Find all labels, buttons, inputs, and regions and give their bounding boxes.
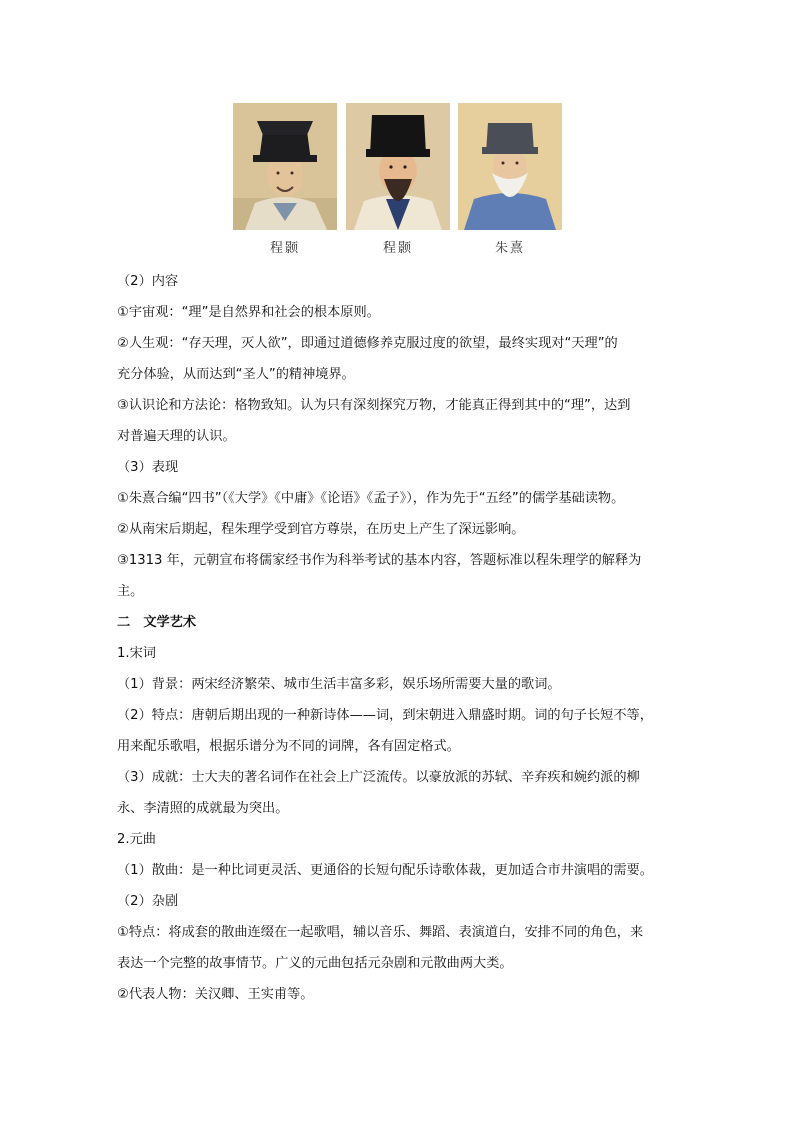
subheading-content: （2）内容 [117, 274, 179, 289]
portrait-zhu-xi-icon [458, 103, 562, 230]
paragraph-line: 表达一个完整的故事情节。广义的元曲包括元杂剧和元散曲两大类。 [117, 956, 513, 971]
paragraph-line: ②人生观：“存天理，灭人欲”，即通过道德修养克服过度的欲望，最终实现对“天理”的 [117, 336, 618, 351]
paragraph-line: 永、李清照的成就最为突出。 [117, 801, 289, 816]
paragraph-line: （1）散曲：是一种比词更灵活、更通俗的长短句配乐诗歌体裁，更加适合市井演唱的需要。 [117, 863, 653, 878]
paragraph-line: （1）背景：两宋经济繁荣、城市生活丰富多彩，娱乐场所需要大量的歌词。 [117, 677, 561, 692]
paragraph-line: ③1313 年，元朝宣布将儒家经书作为科举考试的基本内容，答题标准以程朱理学的解释为 [117, 553, 642, 568]
portrait-caption-1: 程颢 [269, 241, 300, 256]
paragraph-line: ①特点：将成套的散曲连缀在一起歌唱，辅以音乐、舞蹈、表演道白，安排不同的角色，来 [117, 925, 644, 940]
portrait-image-3 [458, 103, 562, 230]
paragraph-line: 用来配乐歌唱，根据乐谱分为不同的词牌，各有固定格式。 [117, 739, 460, 754]
portrait-caption-3: 朱熹 [494, 241, 525, 256]
paragraph-line: 主。 [117, 584, 144, 599]
paragraph-line: ③认识论和方法论：格物致知。认为只有深刻探究万物，才能真正得到其中的“理”，达到 [117, 398, 631, 413]
subheading-manifestation: （3）表现 [117, 460, 179, 475]
paragraph-line: 对普遍天理的认识。 [117, 429, 236, 444]
subheading-song-ci: 1.宋词 [117, 646, 156, 661]
paragraph-line: ②从南宋后期起，程朱理学受到官方尊崇，在历史上产生了深远影响。 [117, 522, 525, 537]
subheading-zaju: （2）杂剧 [117, 894, 179, 909]
portrait-caption-2: 程颢 [382, 241, 413, 256]
portrait-cheng-hao-icon [233, 103, 337, 230]
section-heading-literature-art: 二 文学艺术 [117, 615, 197, 630]
paragraph-line: （3）成就：士大夫的著名词作在社会上广泛流传。以豪放派的苏轼、辛弃疾和婉约派的柳 [117, 770, 640, 785]
portrait-gallery [233, 103, 563, 263]
portrait-cheng-yi-icon [346, 103, 450, 230]
paragraph-line: ②代表人物：关汉卿、王实甫等。 [117, 987, 314, 1002]
portrait-image-1 [233, 103, 337, 230]
portrait-image-2 [346, 103, 450, 230]
subheading-yuan-qu: 2.元曲 [117, 832, 156, 847]
paragraph-line: 充分体验，从而达到“圣人”的精神境界。 [117, 367, 355, 382]
paragraph-line: （2）特点：唐朝后期出现的一种新诗体——词，到宋朝进入鼎盛时期。词的句子长短不等， [117, 708, 653, 723]
paragraph-line: ①朱熹合编“四书”（《大学》《中庸》《论语》《孟子》），作为先于“五经”的儒学基础读物。 [117, 491, 625, 506]
paragraph-line: ①宇宙观：“理”是自然界和社会的根本原则。 [117, 305, 380, 320]
document-body [117, 266, 681, 1010]
